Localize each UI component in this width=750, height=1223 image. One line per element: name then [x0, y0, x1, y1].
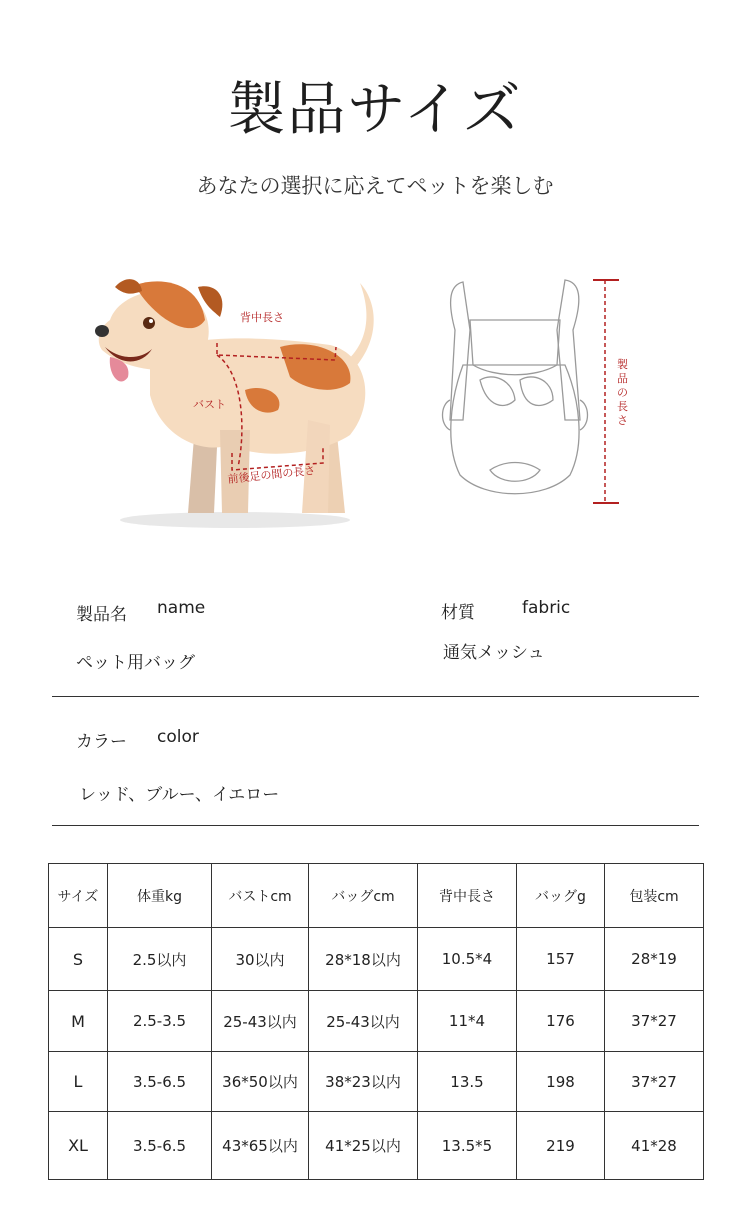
- table-cell: 3.5-6.5: [108, 1112, 212, 1180]
- table-cell: 198: [517, 1052, 605, 1112]
- table-cell: 25-43以内: [309, 991, 418, 1052]
- material-label: 材質: [441, 603, 475, 623]
- product-name-label: 製品名: [76, 605, 127, 625]
- page-subtitle: あなたの選択に応えてペットを楽しむ: [196, 174, 554, 198]
- table-cell: 43*65以内: [212, 1112, 309, 1180]
- material-en: fabric: [522, 598, 571, 618]
- bag-side-loop-right: [580, 400, 588, 430]
- bag-leg-hole-left: [480, 377, 515, 406]
- table-cell: 157: [517, 928, 605, 991]
- table-cell: 3.5-6.5: [108, 1052, 212, 1112]
- size-table: [48, 863, 704, 1180]
- table-row: [49, 991, 704, 1052]
- table-cell: 38*23以内: [309, 1052, 418, 1112]
- bag-bottom-hole: [490, 463, 540, 482]
- dog-nose: [95, 325, 109, 337]
- bag-leg-hole-right: [520, 377, 553, 406]
- divider-2: [52, 825, 699, 826]
- color-en: color: [157, 727, 199, 747]
- table-cell: 25-43以内: [212, 991, 309, 1052]
- table-header-row: [49, 864, 704, 928]
- table-row: [49, 928, 704, 991]
- table-cell: 28*19: [605, 928, 704, 991]
- color-value: レッド、ブルー、イエロー: [79, 785, 280, 805]
- header-size: サイズ: [49, 864, 108, 928]
- table-cell: 37*27: [605, 991, 704, 1052]
- table-cell: 13.5: [418, 1052, 517, 1112]
- table-cell: 30以内: [212, 928, 309, 991]
- table-cell: 219: [517, 1112, 605, 1180]
- table-cell: 28*18以内: [309, 928, 418, 991]
- bag-strap-right: [557, 280, 580, 420]
- header-bag-weight: バッグg: [517, 864, 605, 928]
- product-name-value: ペット用バッグ: [76, 653, 195, 673]
- dog-shadow: [120, 512, 350, 528]
- table-cell: 13.5*5: [418, 1112, 517, 1180]
- bag-length-label: 製品の長さ: [617, 358, 628, 427]
- page-title: 製品サイズ: [227, 75, 523, 143]
- header-weight: 体重kg: [108, 864, 212, 928]
- bag-top-panel: [470, 320, 560, 375]
- table-cell: 176: [517, 991, 605, 1052]
- divider-1: [52, 696, 699, 697]
- table-cell: 2.5以内: [108, 928, 212, 991]
- header-bag-size: バッグcm: [309, 864, 418, 928]
- header-back-length: 背中長さ: [418, 864, 517, 928]
- table-cell: 2.5-3.5: [108, 991, 212, 1052]
- header-bust: バストcm: [212, 864, 309, 928]
- material-value: 通気メッシュ: [443, 643, 545, 663]
- table-cell: 37*27: [605, 1052, 704, 1112]
- table-cell: 36*50以内: [212, 1052, 309, 1112]
- dog-measurement-illustration: [80, 265, 400, 535]
- table-cell: M: [49, 991, 108, 1052]
- color-label: カラー: [76, 732, 127, 752]
- table-cell: 41*25以内: [309, 1112, 418, 1180]
- table-cell: 11*4: [418, 991, 517, 1052]
- table-cell: XL: [49, 1112, 108, 1180]
- table-row: [49, 1112, 704, 1180]
- back-length-label: 背中長さ: [240, 311, 284, 324]
- product-name-en: name: [157, 598, 206, 618]
- leg-length-label: 前後足の間の長さ: [226, 463, 316, 486]
- table-row: [49, 1052, 704, 1112]
- table-cell: 41*28: [605, 1112, 704, 1180]
- table-cell: 10.5*4: [418, 928, 517, 991]
- bust-label: バスト: [193, 398, 226, 411]
- bag-measurement-illustration: [435, 270, 635, 515]
- bag-body: [451, 365, 579, 494]
- table-cell: S: [49, 928, 108, 991]
- dog-eye: [143, 317, 155, 329]
- table-cell: L: [49, 1052, 108, 1112]
- dog-ear-left: [115, 279, 142, 294]
- header-package: 包装cm: [605, 864, 704, 928]
- bag-side-loop-left: [443, 400, 451, 430]
